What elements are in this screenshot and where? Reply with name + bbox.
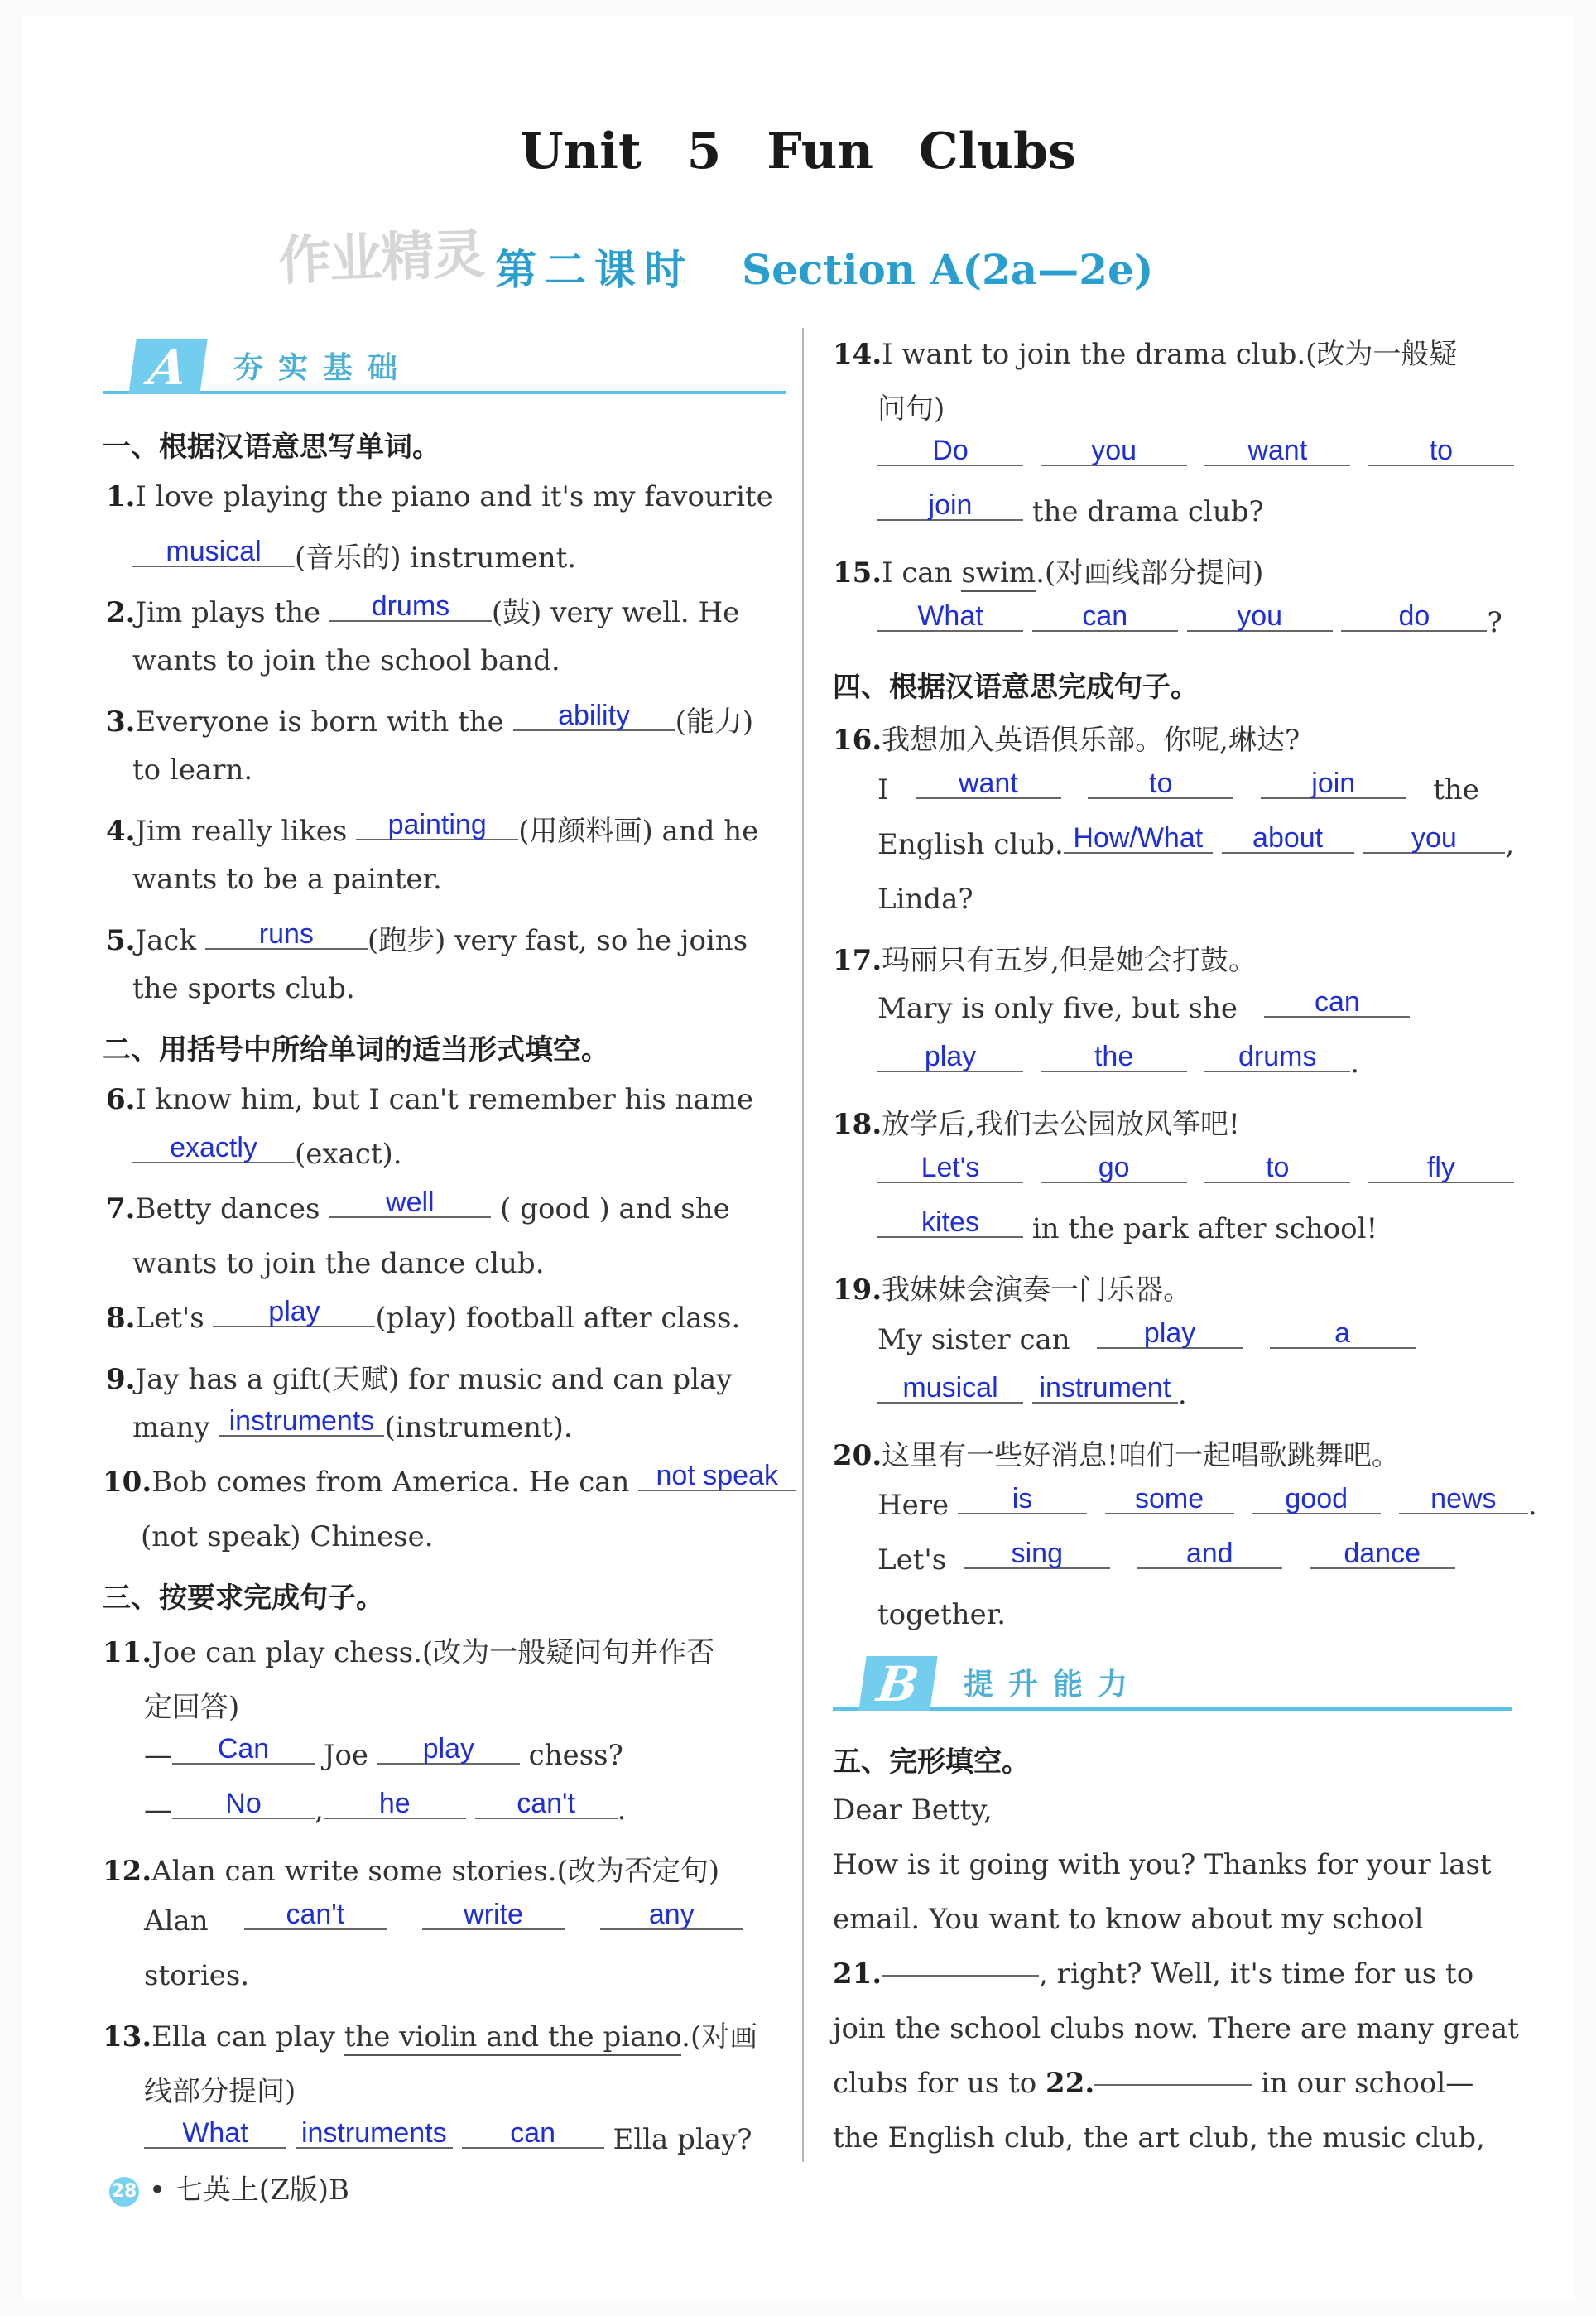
q12-line2 xyxy=(144,1899,743,1938)
q4-answer[interactable]: painting xyxy=(356,811,518,840)
q7-line1 xyxy=(106,1187,730,1225)
q20-answer-1[interactable]: is xyxy=(958,1485,1087,1514)
cloze-line-5: join the school clubs now. There are many great xyxy=(833,2012,1519,2045)
q19-number: 19. xyxy=(833,1274,882,1307)
q16-pre: I xyxy=(877,773,889,807)
q15-answer-4[interactable]: do xyxy=(1341,602,1487,632)
q3-post: (能力) xyxy=(675,705,754,739)
q19-answer-3[interactable]: musical xyxy=(877,1374,1023,1404)
q11-answer-3[interactable]: No xyxy=(172,1789,315,1819)
q20-pre: Here xyxy=(877,1489,949,1522)
q15-answer-3[interactable]: you xyxy=(1187,602,1333,632)
q8-number: 8. xyxy=(106,1302,136,1335)
q20-line2 xyxy=(877,1483,1537,1522)
q17-line2 xyxy=(877,986,1410,1025)
q11-answer-2[interactable]: play xyxy=(377,1735,520,1765)
q1-post: (音乐的) instrument. xyxy=(295,542,577,575)
q2-pre: Jim plays the xyxy=(135,596,321,629)
q18-answer-5[interactable]: kites xyxy=(877,1208,1023,1238)
q17-answer-4[interactable]: drums xyxy=(1204,1042,1350,1072)
q19-pre: My sister can xyxy=(877,1323,1070,1356)
q13-line1 xyxy=(103,2014,757,2054)
band-b-badge: B xyxy=(858,1656,937,1711)
q15-number: 15. xyxy=(833,556,882,590)
q19-answer-2[interactable]: a xyxy=(1270,1319,1416,1349)
q16-number: 16. xyxy=(833,724,882,757)
q18-line2 xyxy=(877,1152,1514,1191)
q20-answer-5[interactable]: sing xyxy=(964,1539,1110,1569)
q19-line2 xyxy=(877,1317,1416,1356)
q14-answer-1[interactable]: Do xyxy=(877,436,1023,466)
q11-period: . xyxy=(617,1794,627,1827)
q2-post: (鼓) very well. He xyxy=(491,596,740,629)
q18-answer-4[interactable]: fly xyxy=(1368,1153,1514,1183)
q3-line1 xyxy=(106,699,753,739)
q13-post: .(对画 xyxy=(681,2020,758,2054)
unit-title: Unit 5 Fun Clubs xyxy=(520,123,1076,181)
watermark-logo: 作业精灵 xyxy=(276,224,485,293)
q12-answer-3[interactable]: any xyxy=(600,1900,743,1930)
q16-answer-3[interactable]: join xyxy=(1261,769,1406,799)
q3-number: 3. xyxy=(106,705,136,739)
q2-line2: wants to join the school band. xyxy=(132,644,560,677)
q4-pre: Jim really likes xyxy=(135,815,348,848)
cloze-line-2: How is it going with you? Thanks for your last xyxy=(833,1848,1492,1881)
band-a-badge: A xyxy=(128,339,207,394)
q1-number: 1. xyxy=(106,480,136,513)
q17-answer-3[interactable]: the xyxy=(1041,1042,1187,1072)
q7-post: ( good ) and she xyxy=(500,1192,730,1225)
q18-end: in the park after school! xyxy=(1031,1212,1378,1245)
q14-answer-3[interactable]: want xyxy=(1204,436,1350,466)
q20-line1 xyxy=(833,1432,1400,1473)
cloze-line-6 xyxy=(833,2067,1473,2100)
q13-end: Ella play? xyxy=(613,2123,752,2156)
q20-answer-4[interactable]: news xyxy=(1399,1485,1528,1514)
q13-answer-3[interactable]: can xyxy=(462,2119,604,2149)
q9-pre2: many xyxy=(132,1411,210,1444)
q17-number: 17. xyxy=(833,944,882,977)
q14-answer-5[interactable]: join xyxy=(877,491,1023,521)
q10-line1 xyxy=(103,1460,796,1499)
q16-pre2: English club. xyxy=(877,828,1064,861)
q11-mid: Joe xyxy=(323,1739,369,1772)
q6-post: (exact). xyxy=(295,1138,402,1171)
q14-line2: 问句) xyxy=(877,392,945,426)
q13-pre: Ella can play xyxy=(151,2020,335,2054)
cloze-line-6-pre: clubs for us to xyxy=(833,2067,1037,2100)
q18-cn: 放学后,我们去公园放风筝吧! xyxy=(882,1108,1240,1141)
q15-underlined: swim xyxy=(961,556,1036,592)
q2-answer[interactable]: drums xyxy=(329,592,492,622)
q6-number: 6. xyxy=(106,1083,136,1116)
q6-line1 xyxy=(106,1083,753,1116)
q20-line3 xyxy=(877,1538,1455,1577)
q14-answer-2[interactable]: you xyxy=(1041,436,1187,466)
q18-answer-2[interactable]: go xyxy=(1041,1153,1187,1183)
q20-cn: 这里有一些好消息!咱们一起唱歌跳舞吧。 xyxy=(882,1439,1400,1472)
q5-answer[interactable]: runs xyxy=(205,920,368,950)
part4-heading: 四、根据汉语意思完成句子。 xyxy=(833,671,1199,704)
q15-line1 xyxy=(833,550,1263,590)
q11-dash-2: — xyxy=(144,1794,172,1827)
q13-underlined: the violin and the piano xyxy=(344,2020,681,2056)
q7-answer[interactable]: well xyxy=(329,1188,491,1218)
q17-period: . xyxy=(1350,1047,1360,1080)
q19-answer-1[interactable]: play xyxy=(1097,1319,1243,1349)
q11-answer-5[interactable]: can't xyxy=(475,1789,618,1819)
q9-line2 xyxy=(132,1405,573,1444)
q16-line1 xyxy=(833,717,1300,758)
q15-answer-2[interactable]: can xyxy=(1032,602,1178,632)
q11-comma: , xyxy=(315,1794,324,1827)
q16-comma: , xyxy=(1505,828,1515,861)
page-footer xyxy=(109,2167,349,2208)
q5-post: (跑步) very fast, so he joins xyxy=(367,924,748,957)
q5-line2: the sports club. xyxy=(132,972,355,1005)
q9-number: 9. xyxy=(106,1363,136,1396)
q12-pre: Alan xyxy=(144,1904,209,1938)
cloze-blank-21[interactable] xyxy=(882,1975,1039,1977)
q16-cn: 我想加入英语俱乐部。你呢,琳达? xyxy=(882,724,1300,757)
q17-line3 xyxy=(877,1041,1360,1080)
q18-line3 xyxy=(877,1206,1378,1245)
q11-dash: — xyxy=(144,1739,172,1772)
q8-pre: Let's xyxy=(135,1302,204,1335)
q11-answer-1[interactable]: Can xyxy=(172,1735,315,1765)
q20-period: . xyxy=(1527,1489,1537,1522)
q4-post: (用颜料画) and he xyxy=(518,815,759,848)
part3-heading: 三、按要求完成句子。 xyxy=(103,1582,384,1615)
band-a xyxy=(103,339,786,394)
q16-answer-4[interactable]: How/What xyxy=(1064,824,1213,854)
q15-post: .(对画线部分提问) xyxy=(1036,556,1264,590)
q10-answer[interactable]: not speak xyxy=(638,1461,796,1491)
band-b xyxy=(833,1656,1512,1711)
q15-line2 xyxy=(877,600,1502,639)
q20-answer-7[interactable]: dance xyxy=(1310,1539,1455,1569)
q13-answer-1[interactable]: What xyxy=(144,2119,286,2149)
q12-line1 xyxy=(103,1848,719,1889)
part1-heading: 一、根据汉语意思写单词。 xyxy=(103,431,440,464)
q12-number: 12. xyxy=(103,1855,152,1888)
q9-post: (instrument). xyxy=(384,1411,573,1444)
q7-number: 7. xyxy=(106,1192,136,1225)
q13-answer-2[interactable]: instruments xyxy=(296,2119,453,2149)
q17-answer-1[interactable]: can xyxy=(1264,988,1410,1018)
q3-answer[interactable]: ability xyxy=(513,701,675,731)
cloze-num-22: 22. xyxy=(1046,2067,1095,2100)
q17-answer-2[interactable]: play xyxy=(877,1042,1023,1072)
q11-line4 xyxy=(144,1788,627,1827)
q4-line2: wants to be a painter. xyxy=(132,863,442,896)
q6-line2 xyxy=(132,1132,402,1171)
band-b-label: 提升能力 xyxy=(964,1668,1143,1702)
cloze-line-4 xyxy=(833,1957,1473,1991)
q3-line2: to learn. xyxy=(132,754,253,787)
q19-cn: 我妹妹会演奏一门乐器。 xyxy=(882,1274,1192,1307)
q15-answer-1[interactable]: What xyxy=(877,602,1023,632)
cloze-line-7: the English club, the art club, the music club, xyxy=(833,2121,1485,2155)
q18-line1 xyxy=(833,1101,1240,1142)
q4-number: 4. xyxy=(106,815,136,848)
q20-pre2: Let's xyxy=(877,1543,947,1577)
q20-answer-6[interactable]: and xyxy=(1137,1539,1282,1569)
footer-text: • 七英上(Z版)B xyxy=(149,2174,350,2207)
cloze-blank-22[interactable] xyxy=(1094,2084,1252,2086)
part2-heading: 二、用括号中所给单词的适当形式填空。 xyxy=(103,1033,609,1067)
q13-number: 13. xyxy=(103,2020,152,2054)
q16-answer-6[interactable]: you xyxy=(1363,824,1505,854)
q15-end: ? xyxy=(1487,606,1502,639)
q8-line xyxy=(106,1296,741,1335)
cloze-num-21: 21. xyxy=(833,1957,882,1991)
section-title xyxy=(495,237,1153,296)
cloze-line-4-text: , right? Well, it's time for us to xyxy=(1039,1957,1474,1991)
q14-text: I want to join the drama club.(改为一般疑 xyxy=(882,338,1458,371)
q14-line3 xyxy=(877,435,1514,474)
q13-line2: 线部分提问) xyxy=(144,2075,296,2108)
cloze-line-1: Dear Betty, xyxy=(833,1794,993,1827)
q11-answer-4[interactable]: he xyxy=(324,1789,466,1819)
q1-line1 xyxy=(106,480,773,513)
q8-post: (play) football after class. xyxy=(375,1302,741,1335)
q14-number: 14. xyxy=(833,338,882,371)
q7-line2: wants to join the dance club. xyxy=(132,1247,545,1280)
q16-post: the xyxy=(1433,773,1479,807)
q10-number: 10. xyxy=(103,1466,152,1499)
q19-period: . xyxy=(1177,1378,1187,1411)
q20-answer-2[interactable]: some xyxy=(1105,1485,1234,1514)
column-divider xyxy=(802,328,804,2162)
q13-line3 xyxy=(144,2117,752,2156)
q18-answer-3[interactable]: to xyxy=(1204,1153,1350,1183)
q19-line3 xyxy=(877,1372,1187,1411)
q11-line3 xyxy=(144,1733,623,1772)
q4-line1 xyxy=(106,808,758,849)
lesson-label: 第二课时 xyxy=(495,245,694,294)
q19-line1 xyxy=(833,1267,1191,1307)
q16-line3 xyxy=(877,822,1515,861)
q15-pre: I can xyxy=(882,556,953,590)
q5-pre: Jack xyxy=(135,924,197,957)
q11-end: chess? xyxy=(528,1739,623,1772)
q20-answer-3[interactable]: good xyxy=(1252,1485,1381,1514)
q12-answer-2[interactable]: write xyxy=(422,1900,565,1930)
q18-number: 18. xyxy=(833,1108,882,1141)
q7-pre: Betty dances xyxy=(135,1192,320,1225)
q17-line1 xyxy=(833,937,1257,978)
q11-line1 xyxy=(103,1630,714,1670)
q1-text: I love playing the piano and it's my favourite xyxy=(135,480,773,513)
q11-text: Joe can play chess.(改为一般疑问句并作否 xyxy=(151,1636,715,1669)
q10-pre: Bob comes from America. He can xyxy=(151,1466,630,1499)
q18-answer-1[interactable]: Let's xyxy=(877,1153,1023,1183)
q20-number: 20. xyxy=(833,1439,882,1472)
q11-line2: 定回答) xyxy=(144,1691,240,1724)
q9-pre: Jay has a gift(天赋) for music and can play xyxy=(135,1363,733,1396)
q16-line4: Linda? xyxy=(877,883,973,916)
q16-answer-5[interactable]: about xyxy=(1222,824,1354,854)
q11-number: 11. xyxy=(103,1636,152,1669)
page-number-badge: 28 xyxy=(109,2177,139,2207)
q2-number: 2. xyxy=(106,596,136,629)
q14-line1 xyxy=(833,331,1457,372)
q6-pre: I know him, but I can't remember his name xyxy=(135,1083,754,1116)
q16-line2 xyxy=(877,768,1479,807)
q16-answer-1[interactable]: want xyxy=(916,769,1061,799)
part5-heading: 五、完形填空。 xyxy=(833,1745,1030,1779)
cloze-line-3: email. You want to know about my school xyxy=(833,1903,1424,1936)
q12-line3: stories. xyxy=(144,1959,250,1992)
q2-line1 xyxy=(106,590,739,630)
q6-answer[interactable]: exactly xyxy=(132,1134,295,1163)
q16-answer-2[interactable]: to xyxy=(1088,769,1233,799)
q9-answer[interactable]: instruments xyxy=(219,1407,384,1437)
cloze-line-6-post: in our school— xyxy=(1261,2067,1474,2100)
q3-pre: Everyone is born with the xyxy=(135,705,504,739)
q17-cn: 玛丽只有五岁,但是她会打鼓。 xyxy=(882,944,1257,977)
q12-text: Alan can write some stories.(改为否定句) xyxy=(151,1855,720,1888)
q14-line4 xyxy=(877,489,1264,528)
q12-answer-1[interactable]: can't xyxy=(244,1900,387,1930)
band-a-label: 夯实基础 xyxy=(233,351,413,385)
q1-line2 xyxy=(132,535,576,575)
q5-number: 5. xyxy=(106,924,136,957)
q20-line4: together. xyxy=(877,1598,1007,1631)
q14-end: the drama club? xyxy=(1031,495,1264,528)
q9-line1 xyxy=(106,1356,732,1397)
section-label: Section A(2a—2e) xyxy=(742,245,1154,294)
q19-answer-4[interactable]: instrument xyxy=(1032,1374,1178,1404)
q10-line2: (not speak) Chinese. xyxy=(141,1520,434,1553)
q17-pre: Mary is only five, but she xyxy=(877,992,1238,1025)
q5-line1 xyxy=(106,917,748,958)
q1-answer[interactable]: musical xyxy=(132,537,295,567)
q14-answer-4[interactable]: to xyxy=(1368,436,1514,466)
q8-answer[interactable]: play xyxy=(213,1298,375,1327)
